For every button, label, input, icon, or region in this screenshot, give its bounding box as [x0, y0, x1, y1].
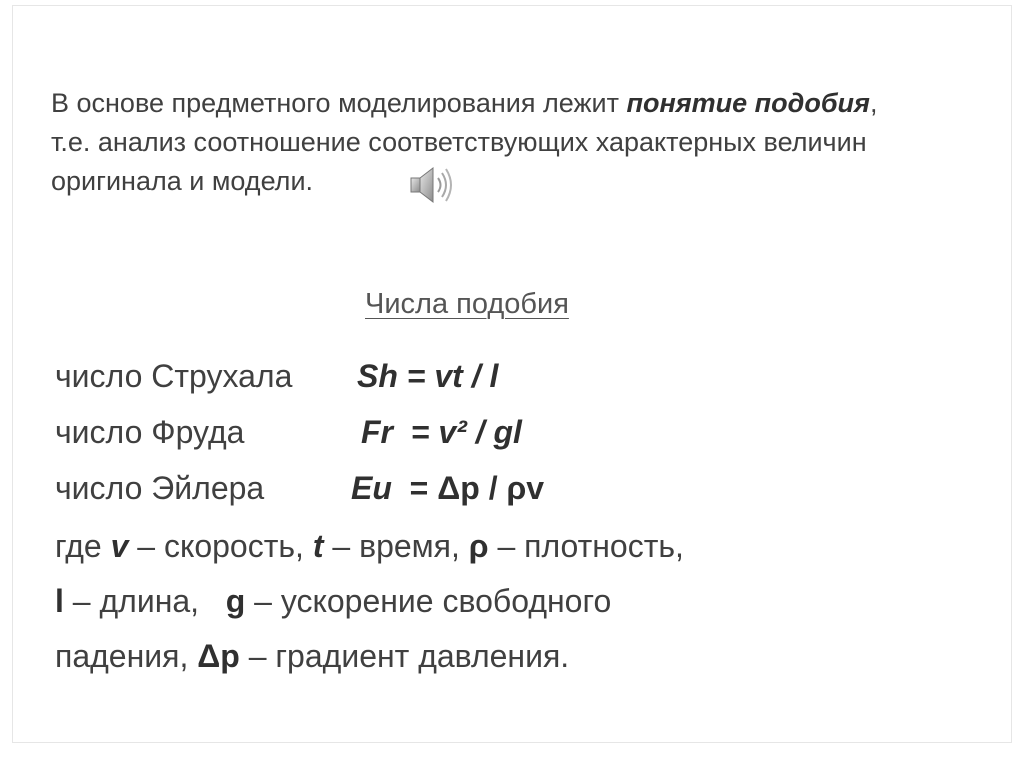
- formula-expression: [351, 462, 544, 514]
- definition-text: – ускорение свободного: [245, 583, 612, 619]
- definition-text: – время,: [323, 528, 469, 564]
- definition-text: – скорость,: [128, 528, 313, 564]
- definition-line-1: [55, 520, 684, 575]
- intro-line-3: оригинала и модели.: [51, 166, 314, 196]
- formula-name: число Эйлера: [55, 470, 265, 506]
- formula-expression: [357, 350, 498, 402]
- formula-symbol: Fr: [361, 414, 393, 450]
- formula-rhs: = Δp / ρv: [391, 470, 545, 506]
- intro-line-1: [51, 84, 1011, 123]
- formula-name: число Струхала: [55, 358, 293, 394]
- intro-paragraph: [51, 84, 1011, 201]
- speaker-icon[interactable]: [405, 162, 455, 208]
- formula-rhs: = vt / l: [397, 358, 499, 394]
- definition-text: – градиент давления.: [239, 638, 570, 674]
- symbol-g: g: [225, 583, 246, 619]
- definition-line-3: [55, 630, 684, 685]
- symbol-delta-p: Δp: [197, 638, 240, 674]
- section-heading: Числа подобия: [365, 288, 569, 320]
- definitions: [55, 520, 684, 685]
- symbol-rho: ρ: [468, 528, 489, 564]
- formula-symbol: Sh: [357, 358, 398, 394]
- intro-text: В основе предметного моделирования лежит: [51, 88, 627, 118]
- definition-text: падения,: [55, 638, 198, 674]
- intro-line-2: т.е. анализ соотношение соответствующих характерных величин: [51, 127, 867, 157]
- formula-symbol: Eu: [351, 470, 392, 506]
- definition-text: – длина,: [63, 583, 226, 619]
- definition-text: – плотность,: [488, 528, 684, 564]
- symbol-l: l: [55, 583, 64, 619]
- formula-rhs: = v² / gl: [393, 414, 522, 450]
- intro-comma: ,: [869, 88, 878, 118]
- formula-expression: [361, 406, 522, 458]
- formula-name: число Фруда: [55, 414, 245, 450]
- definition-text: где: [55, 528, 111, 564]
- symbol-v: v: [110, 528, 129, 564]
- definition-line-2: [55, 575, 684, 630]
- slide: [12, 5, 1012, 743]
- symbol-t: t: [312, 528, 324, 564]
- intro-emphasis: понятие подобия: [626, 88, 870, 118]
